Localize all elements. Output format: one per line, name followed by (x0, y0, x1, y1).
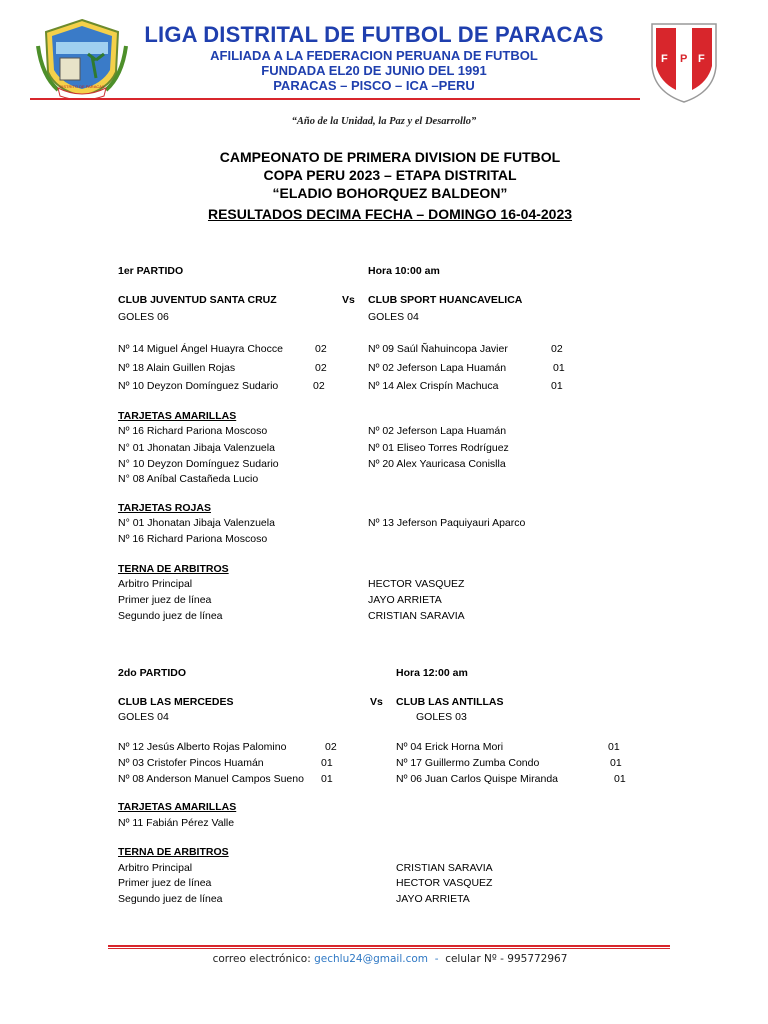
match1-red-title: TARJETAS ROJAS (118, 502, 211, 514)
scorer-goals: 01 (551, 380, 563, 392)
match2-home-goals: GOLES 04 (118, 711, 169, 723)
results-title: RESULTADOS DECIMA FECHA – DOMINGO 16-04-2023 (207, 206, 573, 222)
match2-label: 2do PARTIDO (118, 667, 187, 679)
referee-role: Primer juez de línea (118, 877, 212, 889)
scorer-name: Nº 02 Jeferson Lapa Huamán (368, 362, 507, 374)
scorer-goals: 01 (321, 773, 333, 785)
scorer-name: Nº 17 Guillermo Zumba Condo (396, 757, 540, 769)
referee-name: HECTOR VASQUEZ (368, 578, 465, 590)
referee-name: JAYO ARRIETA (396, 893, 470, 905)
referee-role: Segundo juez de línea (118, 610, 223, 622)
scorer-goals: 02 (315, 343, 327, 355)
location-line: PARACAS – PISCO – ICA –PERU (273, 78, 475, 93)
footer-contact (0, 953, 768, 965)
crest-banner-text: DISTRITO DE PARACAS (59, 84, 105, 89)
scorer-name: Nº 14 Miguel Ángel Huayra Chocce (118, 343, 283, 355)
scorer-goals: 01 (610, 757, 622, 769)
scorer-goals: 01 (614, 773, 626, 785)
yellow-card-player: Nº 20 Alex Yauricasa Conislla (368, 458, 506, 470)
scorer-name: Nº 04 Erick Horna Mori (396, 741, 504, 753)
scorer-name: Nº 14 Alex Crispín Machuca (368, 380, 499, 392)
yellow-card-player: Nº 01 Eliseo Torres Rodríguez (368, 442, 509, 454)
footer-rule-bottom (108, 948, 670, 949)
match1-home-team: CLUB JUVENTUD SANTA CRUZ (118, 294, 277, 306)
fpf-letter-3: F (698, 53, 705, 65)
red-card-player: Nº 13 Jeferson Paquiyauri Aparco (368, 517, 526, 529)
footer-rule-top (108, 945, 670, 947)
fpf-logo (648, 20, 720, 104)
year-motto: “Año de la Unidad, la Paz y el Desarrollo” (291, 116, 477, 127)
scorer-goals: 01 (321, 757, 333, 769)
scorer-goals: 02 (313, 380, 325, 392)
scorer-name: Nº 18 Alain Guillen Rojas (118, 362, 236, 374)
scorer-name: Nº 09 Saúl Ñahuincopa Javier (368, 343, 508, 355)
affiliation-line: AFILIADA A LA FEDERACION PERUANA DE FUTBOL (210, 48, 538, 63)
yellow-card-player: N° 10 Deyzon Domínguez Sudario (118, 458, 279, 470)
match1-away-goals: GOLES 04 (368, 311, 419, 323)
referee-role: Segundo juez de línea (118, 893, 223, 905)
yellow-card-player: Nº 11 Fabián Pérez Valle (118, 817, 235, 829)
match2-vs: Vs (370, 696, 383, 708)
yellow-card-player: N° 08 Aníbal Castañeda Lucio (118, 473, 259, 485)
match1-referees-title: TERNA DE ARBITROS (118, 563, 229, 575)
footer-email-link[interactable]: gechlu24@gmail.com (314, 953, 429, 965)
scorer-goals: 02 (325, 741, 337, 753)
match1-yellow-title: TARJETAS AMARILLAS (118, 410, 237, 422)
championship-title: CAMPEONATO DE PRIMERA DIVISION DE FUTBOL (219, 149, 561, 165)
referee-name: HECTOR VASQUEZ (396, 877, 493, 889)
referee-role: Arbitro Principal (118, 862, 193, 874)
cup-title: COPA PERU 2023 – ETAPA DISTRITAL (263, 167, 517, 183)
match2-referees-title: TERNA DE ARBITROS (118, 846, 229, 858)
league-title: LIGA DISTRITAL DE FUTBOL DE PARACAS (144, 22, 604, 47)
referee-role: Primer juez de línea (118, 594, 212, 606)
referee-name: JAYO ARRIETA (368, 594, 442, 606)
match1-vs: Vs (342, 294, 355, 306)
scorer-name: Nº 06 Juan Carlos Quispe Miranda (396, 773, 558, 785)
tournament-name: “ELADIO BOHORQUEZ BALDEON” (272, 185, 508, 201)
match2-time: Hora 12:00 am (396, 667, 468, 679)
match1-away-team: CLUB SPORT HUANCAVELICA (368, 294, 523, 306)
scorer-goals: 01 (553, 362, 565, 374)
referee-name: CRISTIAN SARAVIA (368, 610, 465, 622)
founded-line: FUNDADA EL20 DE JUNIO DEL 1991 (261, 63, 487, 78)
match1-home-goals: GOLES 06 (118, 311, 169, 323)
match2-away-team: CLUB LAS ANTILLAS (396, 696, 504, 708)
scorer-name: Nº 08 Anderson Manuel Campos Sueno (118, 773, 304, 785)
referee-name: CRISTIAN SARAVIA (396, 862, 493, 874)
scorer-name: Nº 10 Deyzon Domínguez Sudario (118, 380, 279, 392)
match1-time: Hora 10:00 am (368, 265, 440, 277)
footer-separator: - (434, 953, 439, 965)
yellow-card-player: Nº 02 Jeferson Lapa Huamán (368, 425, 507, 437)
fpf-letter-1: F (661, 53, 668, 65)
yellow-card-player: Nº 16 Richard Pariona Moscoso (118, 425, 268, 437)
fpf-letter-2: P (680, 53, 688, 65)
footer-email-label: correo electrónico: (212, 953, 311, 965)
header-rule (30, 98, 640, 100)
scorer-goals: 01 (608, 741, 620, 753)
referee-role: Arbitro Principal (118, 578, 193, 590)
scorer-name: Nº 12 Jesús Alberto Rojas Palomino (118, 741, 287, 753)
scorer-goals: 02 (551, 343, 563, 355)
scorer-goals: 02 (315, 362, 327, 374)
red-card-player: Nº 16 Richard Pariona Moscoso (118, 533, 268, 545)
scorer-name: Nº 03 Cristofer Pincos Huamán (118, 757, 264, 769)
red-card-player: N° 01 Jhonatan Jibaja Valenzuela (118, 517, 275, 529)
match2-away-goals: GOLES 03 (416, 711, 467, 723)
yellow-card-player: N° 01 Jhonatan Jibaja Valenzuela (118, 442, 275, 454)
match1-label: 1er PARTIDO (118, 265, 184, 277)
match2-home-team: CLUB LAS MERCEDES (118, 696, 234, 708)
match2-yellow-title: TARJETAS AMARILLAS (118, 801, 237, 813)
footer-phone: celular Nº - 995772967 (445, 953, 568, 965)
